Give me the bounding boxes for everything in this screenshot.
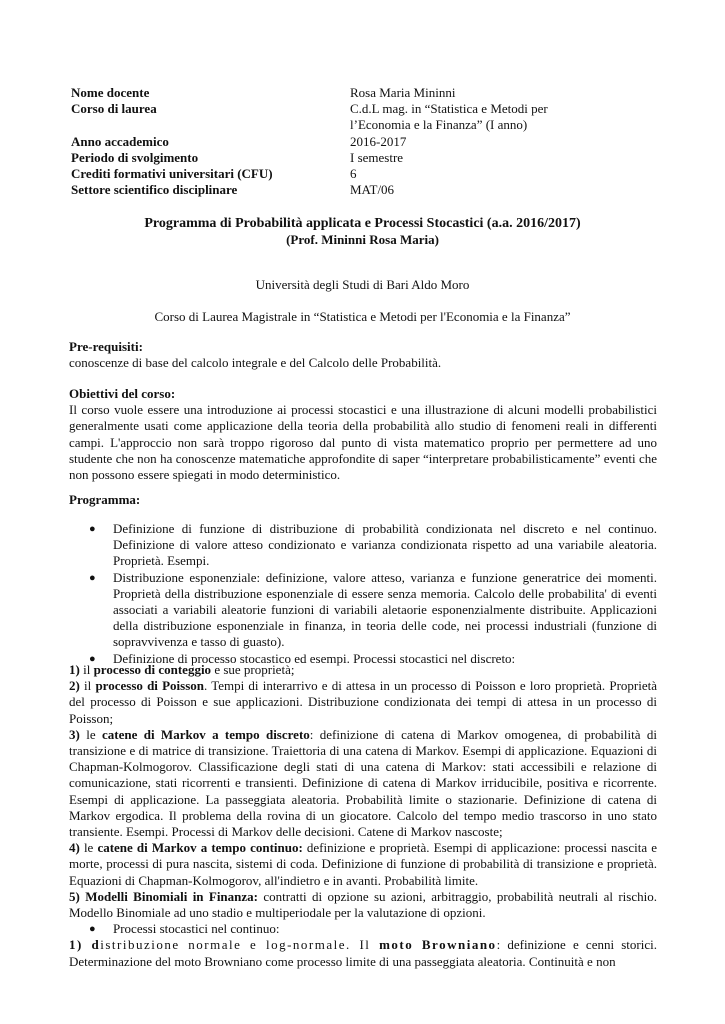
info-value: Rosa Maria Mininni: [350, 85, 456, 100]
info-value: MAT/06: [350, 182, 395, 198]
info-value: 6: [350, 166, 357, 182]
course-info-table: [69, 85, 629, 198]
bullet-icon: ●: [89, 923, 96, 936]
item-term: moto Browniano: [379, 937, 497, 953]
item-prefix: il: [79, 662, 94, 677]
item-prefix: il: [79, 678, 96, 694]
info-label: Corso di laurea: [71, 101, 157, 117]
program-item-2: [69, 678, 657, 727]
program-heading: Programma:: [69, 492, 141, 507]
program-item-3: [69, 727, 657, 840]
item-number: 5): [69, 888, 80, 904]
program-items: [69, 662, 657, 970]
info-label: Periodo di svolgimento: [71, 149, 199, 165]
program-item-4: [69, 840, 657, 889]
item-text: definizione e proprietà. Esempi di applicazione: processi nascita e morte, processi di pura nascita, sistemi di coda. Definizione di funzione di probabilità di transizione e proprietà. Equazioni di Chapman-Kolmogorov, all'indietro e in avanti. Probabilità limite.: [69, 840, 657, 888]
info-label: Anno accademico: [71, 133, 169, 149]
bullet-icon: ●: [89, 652, 96, 665]
prerequisites-heading: Pre-requisiti:: [69, 339, 143, 354]
item-term: Modelli Binomiali in Finanza:: [85, 888, 258, 904]
document-subtitle: (Prof. Mininni Rosa Maria): [286, 232, 439, 247]
info-row: [69, 117, 629, 133]
item-prefix: le: [79, 726, 102, 742]
bullet-text: Definizione di funzione di distribuzione di probabilità condizionata nel discreto e nel continuo. Definizione di valore atteso condizionato e varianza condizionata rispetto ad una variabile aleatoria. Proprietà. Esempi.: [113, 521, 657, 569]
item-term: processo di conteggio: [93, 662, 212, 677]
list-item: [69, 921, 657, 937]
item-text: e sue proprietà;: [211, 662, 295, 677]
item-number: 1): [69, 662, 80, 677]
objectives-heading: Obiettivi del corso:: [69, 386, 176, 401]
objectives-section: [69, 386, 657, 483]
item-term: catene di Markov a tempo discreto: [101, 726, 310, 742]
prerequisites-text: conoscenze di base del calcolo integrale e del Calcolo delle Probabilità.: [69, 355, 442, 371]
info-label: [69, 117, 350, 133]
info-row: [69, 134, 629, 150]
objectives-text: Il corso vuole essere una introduzione ai processi stocastici e una illustrazione di alcuni modelli probabilistici generalmente usati come applicazione della teoria della probabilità allo studio di fenomeni reali in differenti campi. L'approccio non sarà troppo rigoroso dal punto di vista matematico proprio per permettere ad uno studente che non ha conoscenze matematiche approfondite di saper “interpretare probabilisticamente” eventi che non possono essere spiegati in modo deterministico.: [69, 402, 657, 483]
program-item-continuous-1: [69, 937, 657, 969]
info-value: l’Economia e la Finanza” (I anno): [350, 117, 528, 133]
item-number: 1) d: [69, 937, 101, 953]
info-row: [69, 85, 629, 101]
info-label: Crediti formativi universitari (CFU): [71, 166, 273, 182]
info-row: [69, 166, 629, 182]
info-value: C.d.L mag. in “Statistica e Metodi per: [350, 101, 548, 117]
info-label: Nome docente: [71, 85, 150, 100]
info-row: [69, 182, 629, 198]
list-item: [69, 521, 657, 570]
degree-course: Corso di Laurea Magistrale in “Statistica e Metodi per l'Economia e la Finanza”: [154, 309, 571, 324]
bullet-text: Definizione di processo stocastico ed esempi. Processi stocastici nel discreto:: [113, 650, 516, 666]
list-item: [69, 570, 657, 651]
university-name: Università degli Studi di Bari Aldo Moro: [255, 277, 470, 292]
item-text: contratti di opzione su azioni, arbitraggio, probabilità neutrali al rischio. Modello Binomiale ad uno stadio e multiperiodale per la valutazione di opzioni.: [69, 888, 657, 921]
program-item-1: [69, 662, 657, 678]
item-prefix: le: [79, 840, 98, 856]
prerequisites-section: [69, 339, 657, 371]
info-value: 2016-2017: [350, 133, 407, 149]
item-term: catene di Markov a tempo continuo:: [97, 840, 303, 856]
item-number: 3): [69, 726, 80, 742]
bullet-icon: ●: [89, 571, 96, 584]
item-term: processo di Poisson: [95, 678, 204, 694]
item-text: : definizione di catena di Markov omogenea, di probabilità di transizione e di matrice di transizione. Traiettoria di una catena di Markov. Esempi di applicazione. Equazioni di Chapman-Kolmogorov. Classificazione degli stati di una catena di Markov: stati accessibili e relazione di comunicazione, stati ricorrenti e transienti. Definizione di catena di Markov irriducibile, positiva e ricorrente. Esempi di applicazione. La passeggiata aleatoria. Probabilità limite o stazionarie. Definizione di catena di Markov ergodica. Il problema della rovina di un giocatore. Calcolo del tempo medio trascorso in uno stato transiente. Esempi. Processi di Markov delle decisioni. Catene di Markov nascoste;: [69, 726, 657, 840]
bullet-text: Distribuzione esponenziale: definizione, valore atteso, varianza e funzione generatrice dei momenti. Proprietà della distribuzione esponenziale di essere senza memoria. Calcolo delle probabilita' di eventi associati a variabili aleatorie funzioni di variabili aletaorie esponenzialmente distribuite. Applicazioni della distribuzione esponenziale in finanza, in teoria delle code, nei processi industriali (funzione di sopravvivenza e tasso di guasto).: [113, 569, 657, 650]
item-number: 4): [69, 840, 80, 856]
bullet-text: Processi stocastici nel continuo:: [113, 921, 280, 937]
item-prefix: istribuzione normale e log-normale. Il: [100, 937, 380, 953]
info-row: [69, 101, 629, 117]
document-title: Programma di Probabilità applicata e Processi Stocastici (a.a. 2016/2017): [144, 216, 581, 231]
info-label: Settore scientifico disciplinare: [71, 182, 238, 198]
item-text: : definizione e cenni storici. Determinazione del moto Browniano come processo limite di una passeggiata aleatoria. Continuità e non: [69, 937, 657, 969]
bullet-icon: ●: [89, 523, 96, 535]
info-value: I semestre: [350, 149, 404, 165]
item-number: 2): [69, 678, 80, 694]
item-text: . Tempi di interarrivo e di attesa in un processo di Poisson e loro proprietà. Proprietà del processo di Poisson e sue applicazioni. Distribuzione condizionata dei tempi di attesa in un processo di Poisson;: [69, 678, 657, 726]
program-item-5: [69, 889, 657, 921]
program-bullet-list: [69, 521, 657, 667]
info-row: [69, 150, 629, 166]
